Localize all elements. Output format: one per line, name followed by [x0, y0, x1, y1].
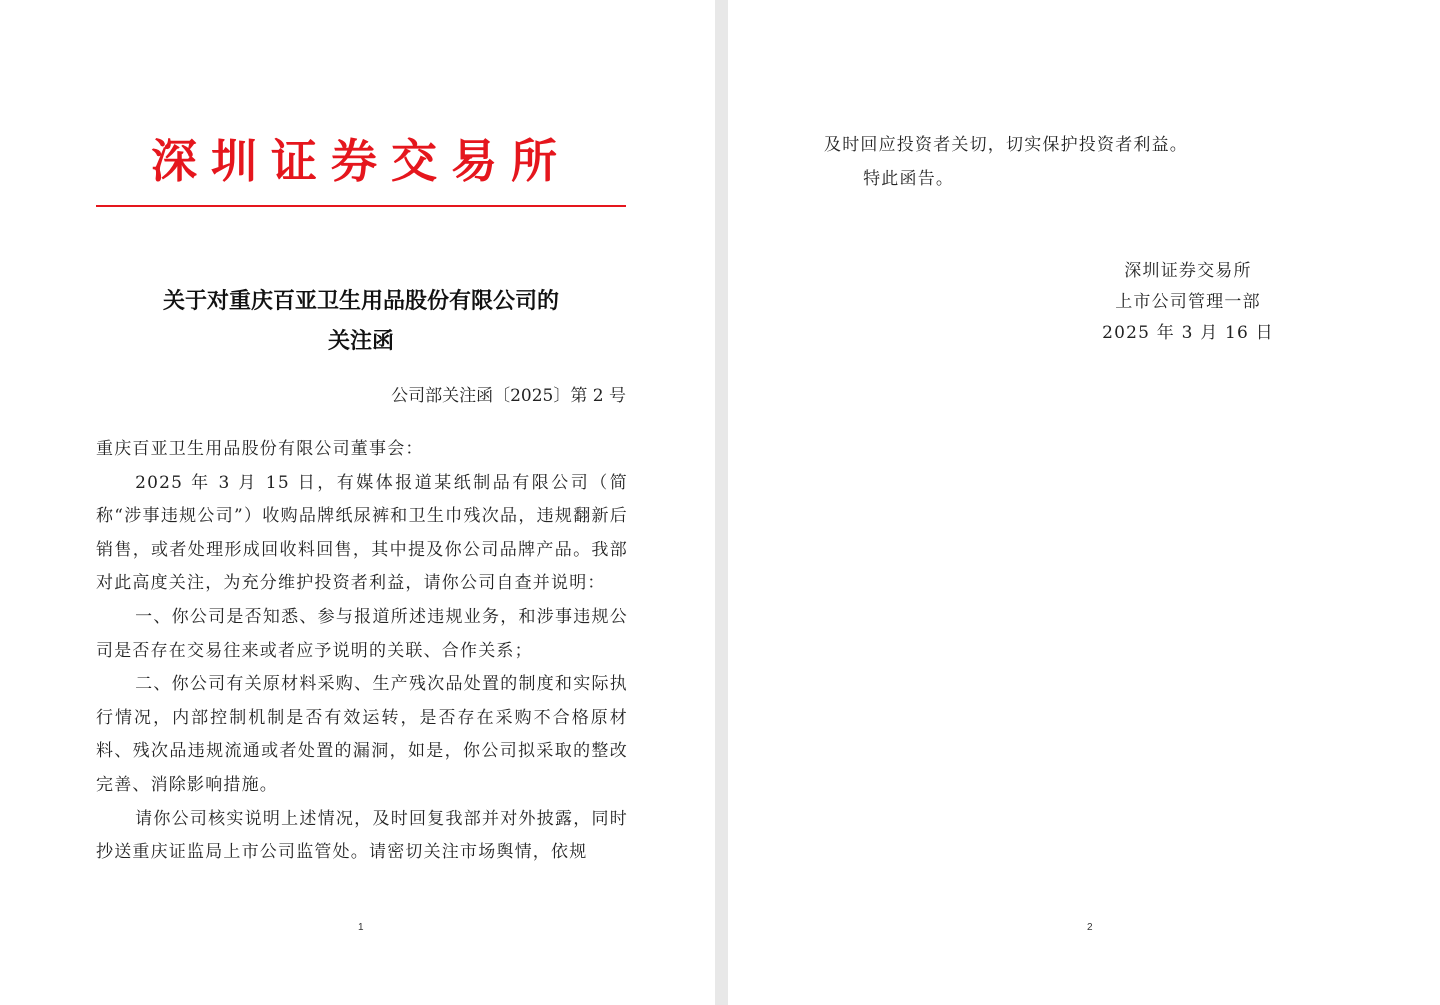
page-number-1: 1 — [358, 922, 364, 933]
document-title — [96, 281, 626, 361]
paragraph-intro: 2025 年 3 月 15 日，有媒体报道某纸制品有限公司（简称“涉事违规公司”）收购品牌纸尿裤和卫生巾残次品，违规翻新后销售，或者处理形成回收料回售，其中提及你公司品牌产品。我部对此高度关注，为充分维护投资者利益，请你公司自查并说明： — [96, 472, 628, 594]
header-red-rule — [96, 205, 626, 207]
document-page-1 — [0, 0, 715, 1005]
signature-block — [1088, 256, 1288, 349]
letter-body-continued — [824, 128, 1324, 196]
signature-organization: 深圳证券交易所 — [1124, 261, 1252, 281]
page-number-2: 2 — [1087, 922, 1093, 933]
closing-phrase: 特此函告。 — [863, 169, 955, 189]
issuer-header-title: 深圳证券交易所 — [151, 134, 571, 188]
paragraph-closing-request: 请你公司核实说明上述情况，及时回复我部并对外披露，同时抄送重庆证监局上市公司监管处。请密切关注市场舆情，依规 — [96, 808, 628, 863]
document-number: 公司部关注函〔2025〕第 2 号 — [391, 386, 626, 406]
salutation: 重庆百亚卫生用品股份有限公司董事会： — [96, 439, 424, 459]
signature-date: 2025 年 3 月 16 日 — [1102, 323, 1274, 343]
document-title-line-2: 关注函 — [327, 328, 394, 354]
request-item-2: 二、你公司有关原材料采购、生产残次品处置的制度和实际执行情况，内部控制机制是否有效运转，是否存在采购不合格原材料、残次品违规流通或者处置的漏洞，如是，你公司拟采取的整改完善、消除影响措施。 — [96, 674, 628, 795]
letter-body — [96, 433, 628, 870]
request-item-1: 一、你公司是否知悉、参与报道所述违规业务，和涉事违规公司是否存在交易往来或者应予说明的关联、合作关系； — [96, 606, 628, 661]
signature-department: 上市公司管理一部 — [1115, 292, 1261, 312]
continuation-line: 及时回应投资者关切，切实保护投资者利益。 — [824, 135, 1188, 155]
document-title-line-1: 关于对重庆百亚卫生用品股份有限公司的 — [162, 288, 559, 314]
document-page-2 — [728, 0, 1440, 1005]
